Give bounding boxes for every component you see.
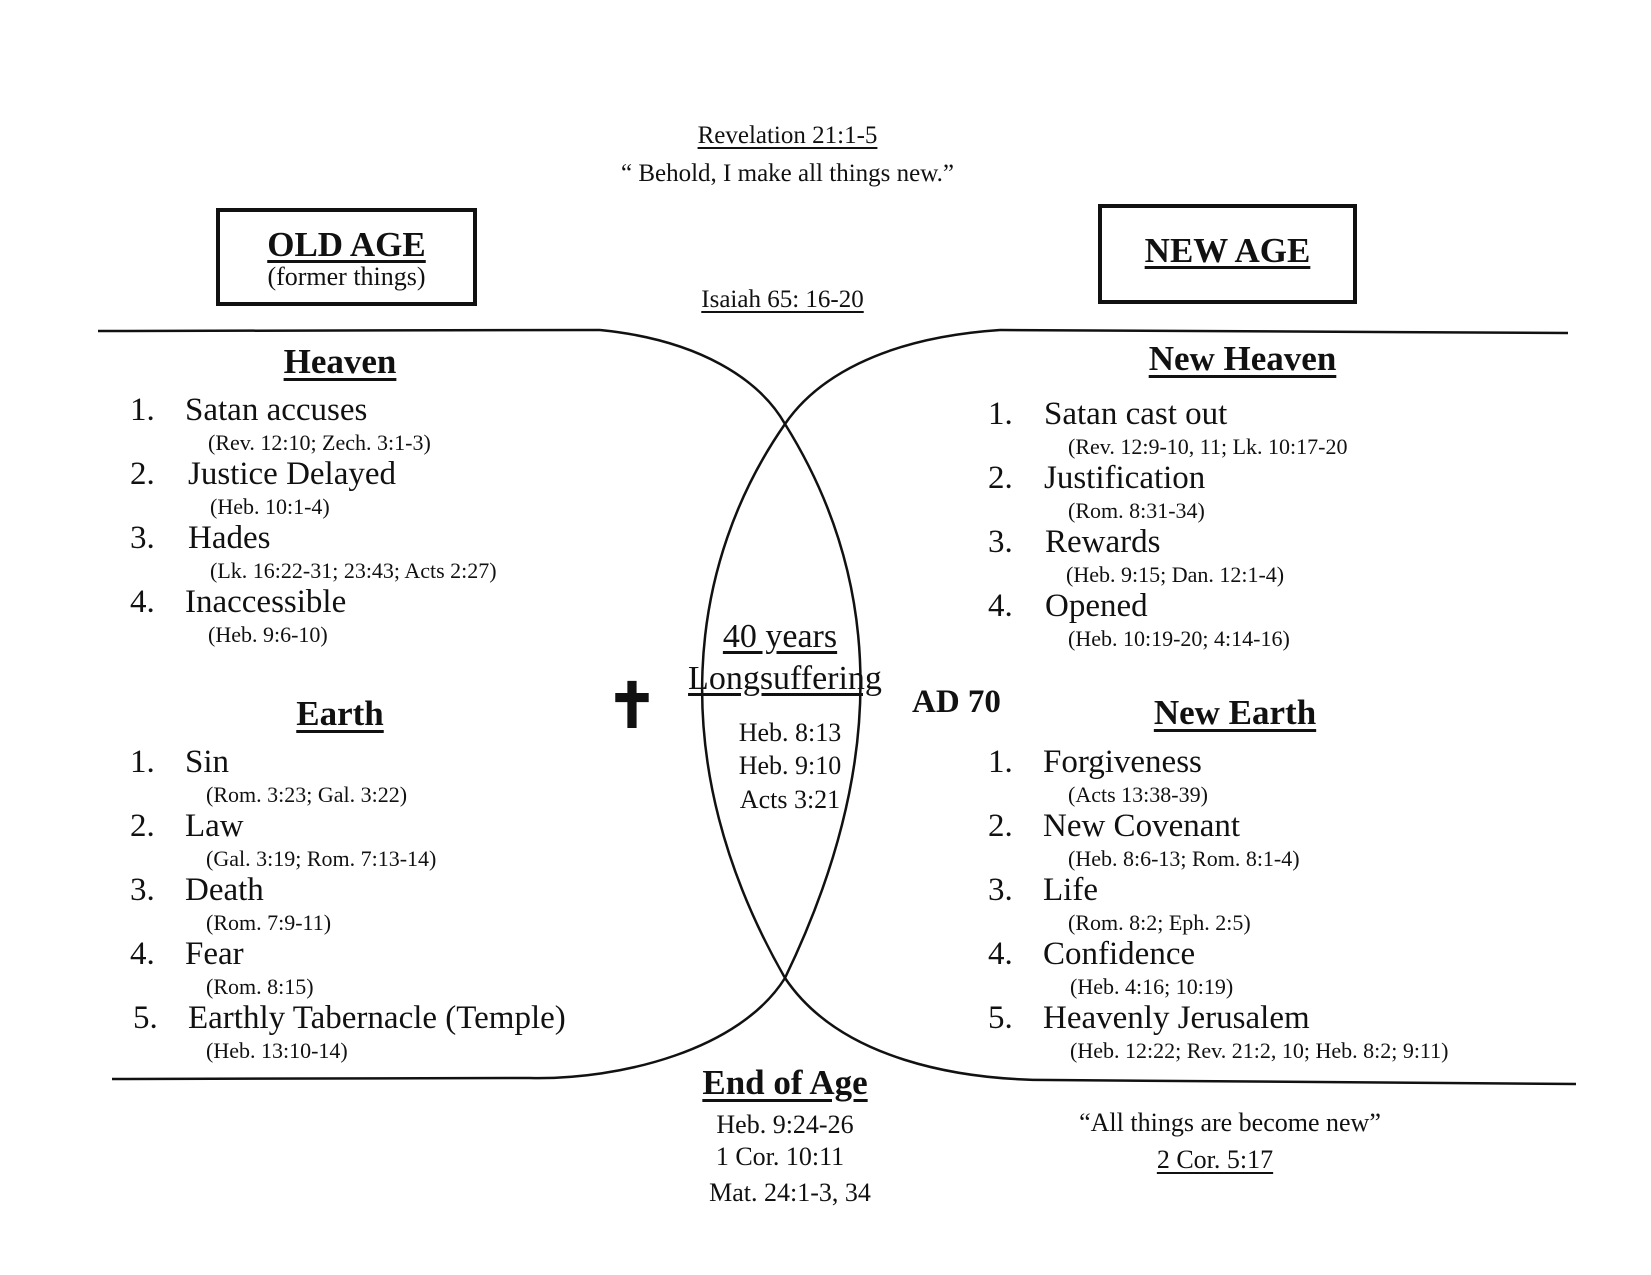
old-earth-list	[130, 744, 650, 1064]
list-item: 4. Fear (Rom. 8:15)	[130, 936, 314, 999]
list-item: 2. Justice Delayed (Heb. 10:1-4)	[130, 456, 397, 519]
middle-ref-2: Heb. 9:10	[738, 751, 842, 780]
corinthians-reference: 2 Cor. 5:17	[1156, 1145, 1274, 1174]
list-item: 4. Confidence (Heb. 4:16; 10:19)	[988, 936, 1234, 999]
old-age-subtitle: (former things)	[267, 262, 426, 291]
end-of-age-ref-3: Mat. 24:1-3, 34	[709, 1178, 871, 1207]
list-item: 1. Forgiveness (Acts 13:38-39)	[988, 744, 1208, 807]
new-heaven-heading: New Heaven	[1148, 339, 1337, 378]
new-age-bottom-line	[1050, 1080, 1576, 1084]
list-item: 5. Heavenly Jerusalem (Heb. 12:22; Rev. 21:2, 10; Heb. 8:2; 9:11)	[988, 1000, 1449, 1063]
new-earth-heading: New Earth	[1153, 693, 1317, 732]
earth-heading: Earth	[296, 694, 384, 733]
cross-icon: ✝	[606, 673, 658, 741]
longsuffering-label: Longsuffering	[688, 660, 882, 697]
list-item: 3. Life (Rom. 8:2; Eph. 2:5)	[988, 872, 1251, 935]
old-age-boundary-arc	[785, 424, 860, 978]
list-item: 3. Hades (Lk. 16:22-31; 23:43; Acts 2:27)	[130, 520, 497, 583]
new-age-title: NEW AGE	[1144, 231, 1311, 270]
forty-years-label: 40 years	[722, 618, 838, 655]
middle-ref-3: Acts 3:21	[739, 785, 841, 814]
new-age-boundary-arc	[702, 424, 785, 978]
end-of-age-ref-2: 1 Cor. 10:11	[715, 1142, 845, 1171]
end-of-age-heading: End of Age	[702, 1063, 868, 1102]
end-of-age-ref-1: Heb. 9:24-26	[716, 1110, 854, 1139]
revelation-reference: Revelation 21:1-5	[697, 122, 878, 149]
new-age-top-curve	[785, 330, 1000, 424]
list-item: 2. Justification (Rom. 8:31-34)	[988, 460, 1206, 523]
old-age-top-curve	[600, 330, 785, 424]
all-things-new-quote: “All things are become new”	[1079, 1108, 1381, 1137]
heaven-heading: Heaven	[283, 342, 397, 381]
new-earth-list	[988, 744, 1548, 1064]
list-item: 2. New Covenant (Heb. 8:6-13; Rom. 8:1-4)	[988, 808, 1300, 871]
new-heaven-list	[988, 396, 1468, 652]
behold-quote: “ Behold, I make all things new.”	[620, 160, 954, 187]
old-age-bottom-line	[112, 1078, 530, 1079]
middle-ref-1: Heb. 8:13	[738, 718, 842, 747]
list-item: 5. Earthly Tabernacle (Temple) (Heb. 13:10-14)	[133, 1000, 566, 1063]
new-age-box	[1098, 204, 1357, 304]
old-age-box	[216, 208, 477, 306]
list-item: 2. Law (Gal. 3:19; Rom. 7:13-14)	[130, 808, 437, 871]
list-item: 4. Inaccessible (Heb. 9:6-10)	[130, 584, 347, 647]
list-item: 1. Sin (Rom. 3:23; Gal. 3:22)	[130, 744, 408, 807]
ad70-label: AD 70	[912, 684, 1001, 720]
list-item: 4. Opened (Heb. 10:19-20; 4:14-16)	[988, 588, 1290, 651]
list-item: 1. Satan cast out (Rev. 12:9-10, 11; Lk. 10:17-20	[988, 396, 1348, 459]
list-item: 3. Rewards (Heb. 9:15; Dan. 12:1-4)	[988, 524, 1285, 587]
old-heaven-list	[130, 392, 610, 648]
isaiah-reference: Isaiah 65: 16-20	[701, 286, 864, 313]
list-item: 1. Satan accuses (Rev. 12:10; Zech. 3:1-3)	[130, 392, 431, 455]
old-age-title: OLD AGE	[267, 225, 426, 264]
list-item: 3. Death (Rom. 7:9-11)	[130, 872, 332, 935]
old-age-top-line	[98, 330, 600, 331]
new-age-top-line	[1000, 330, 1568, 333]
